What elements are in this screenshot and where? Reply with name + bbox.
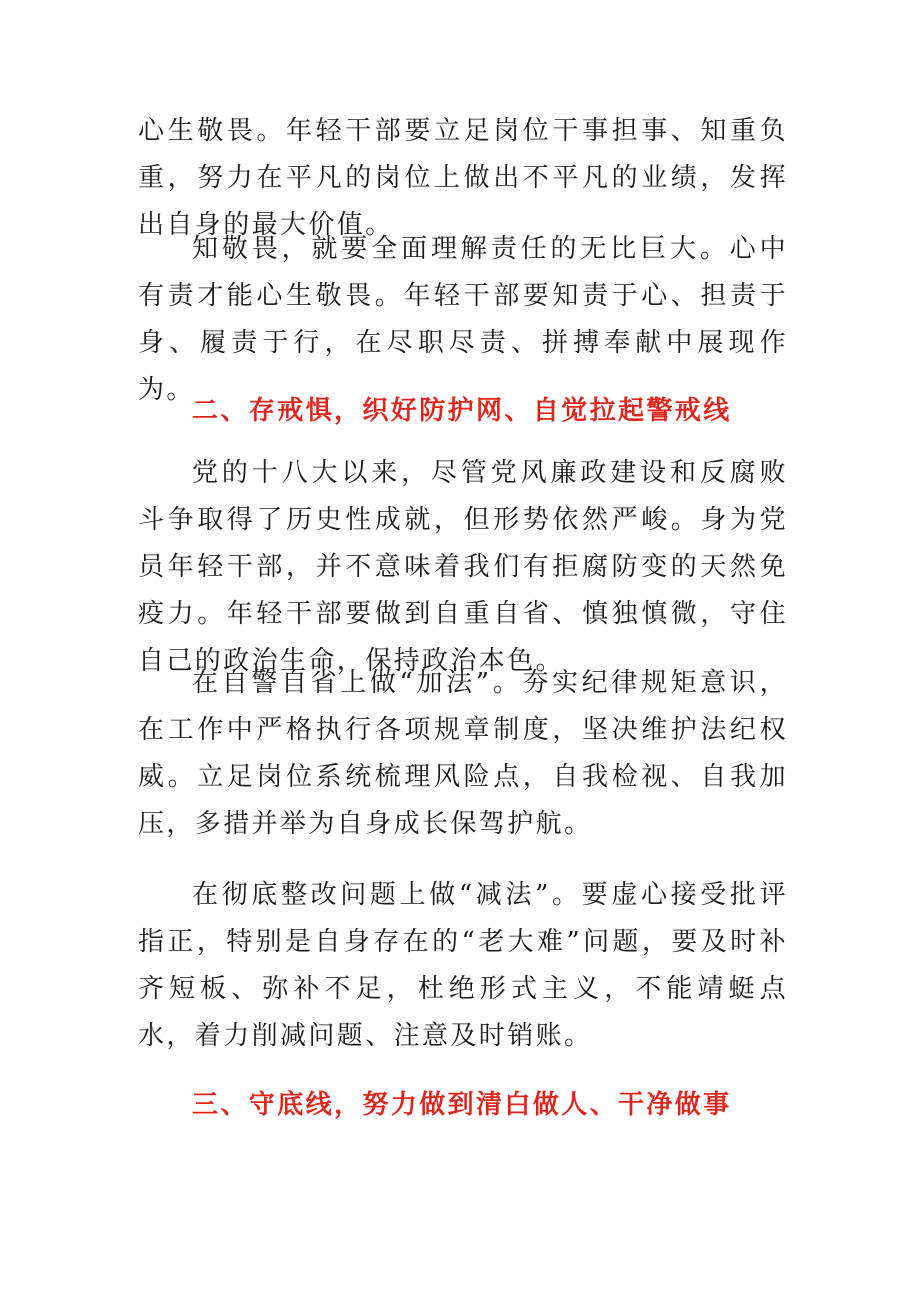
section-heading: 二、存戒惧，织好防护网、自觉拉起警戒线 [192,396,732,426]
body-paragraph: 心生敬畏。年轻干部要立足岗位干事担事、知重负重，努力在平凡的岗位上做出不平凡的业绩，发挥出自身的最大价值。 [138,116,788,240]
body-paragraph: 在自警自省上做“加法”。夯实纪律规矩意识，在工作中严格执行各项规章制度，坚决维护法纪权威。立足岗位系统梳理风险点，自我检视、自我加压，多措并举为自身成长保驾护航。 [138,668,788,839]
body-paragraph: 党的十八大以来，尽管党风廉政建设和反腐败斗争取得了历史性成就，但形势依然严峻。身为党员年轻干部，并不意味着我们有拒腐防变的天然免疫力。年轻干部要做到自重自省、慎独慎微，守住自己的政治生命，保持政治本色。 [138,458,788,676]
body-paragraph: 在彻底整改问题上做“减法”。要虚心接受批评指正，特别是自身存在的“老大难”问题，要及时补齐短板、弥补不足，杜绝形式主义，不能靖蜓点水，着力削减问题、注意及时销账。 [138,880,788,1051]
body-paragraph: 知敬畏，就要全面理解责任的无比巨大。心中有责才能心生敬畏。年轻干部要知责于心、担责于身、履责于行，在尽职尽责、拼搏奉献中展现作为。 [138,234,788,405]
section-heading: 三、守底线，努力做到清白做人、干净做事 [192,1090,732,1120]
